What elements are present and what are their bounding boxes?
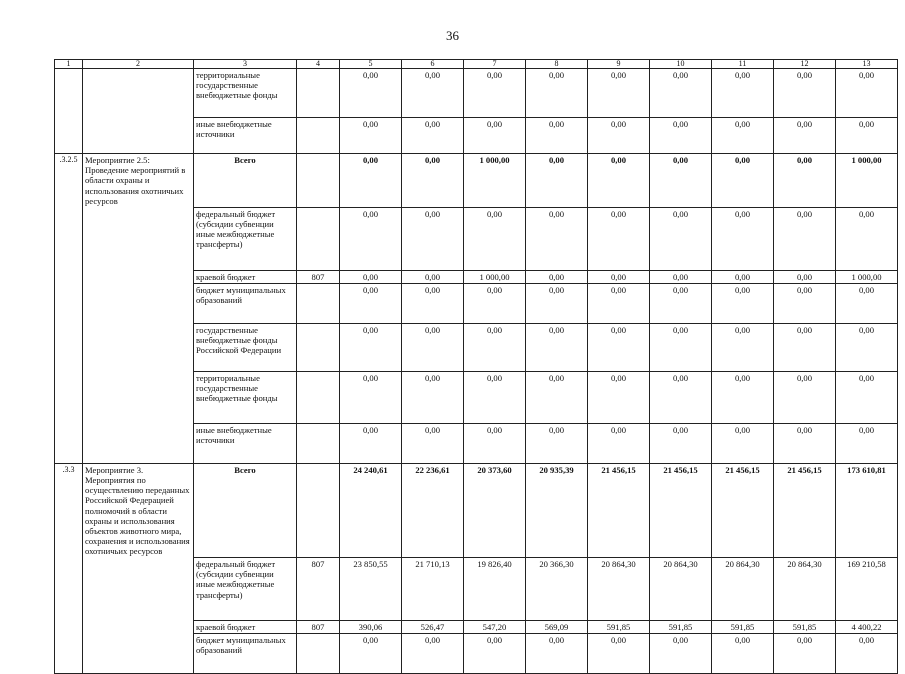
table-row — [55, 118, 898, 154]
value-cell: 0,00 — [712, 207, 774, 270]
value-cell: 0,00 — [526, 283, 588, 323]
funding-source-cell: федеральный бюджет (субсидии субвенции иные межбюджетные трансферты) — [194, 207, 297, 270]
value-cell: 0,00 — [340, 118, 402, 154]
value-cell: 4 400,22 — [836, 621, 898, 634]
value-cell: 0,00 — [340, 323, 402, 371]
value-cell: 20 864,30 — [650, 558, 712, 621]
value-cell: 0,00 — [464, 371, 526, 423]
column-header: 10 — [650, 60, 712, 69]
value-cell: 0,00 — [650, 283, 712, 323]
measure-id-cell — [55, 283, 83, 323]
value-cell: 0,00 — [712, 323, 774, 371]
value-cell: 0,00 — [588, 323, 650, 371]
value-cell: 0,00 — [402, 371, 464, 423]
value-cell: 0,00 — [774, 634, 836, 674]
value-cell: 0,00 — [588, 371, 650, 423]
value-cell: 0,00 — [774, 423, 836, 463]
value-cell: 0,00 — [340, 270, 402, 283]
value-cell: 0,00 — [712, 634, 774, 674]
funding-source-cell: Всего — [194, 154, 297, 208]
value-cell: 0,00 — [712, 283, 774, 323]
column-header: 7 — [464, 60, 526, 69]
value-cell: 0,00 — [774, 283, 836, 323]
value-cell: 0,00 — [650, 323, 712, 371]
funding-source-cell: государственные внебюджетные фонды Российской Федерации — [194, 323, 297, 371]
value-cell: 21 456,15 — [712, 463, 774, 557]
funding-source-cell: территориальные государственные внебюджетные фонды — [194, 69, 297, 118]
measure-id-cell — [55, 69, 83, 118]
value-cell: 169 210,58 — [836, 558, 898, 621]
value-cell: 0,00 — [650, 207, 712, 270]
budget-table — [54, 59, 898, 674]
value-cell: 0,00 — [588, 270, 650, 283]
value-cell: 0,00 — [836, 118, 898, 154]
value-cell: 20 864,30 — [774, 558, 836, 621]
value-cell: 0,00 — [526, 69, 588, 118]
budget-code-cell — [297, 154, 340, 208]
value-cell: 0,00 — [588, 118, 650, 154]
value-cell: 0,00 — [836, 283, 898, 323]
value-cell: 0,00 — [340, 207, 402, 270]
value-cell: 0,00 — [340, 69, 402, 118]
value-cell: 0,00 — [774, 323, 836, 371]
measure-name-cell — [83, 270, 194, 283]
value-cell: 0,00 — [464, 69, 526, 118]
table-row — [55, 154, 898, 208]
table-row — [55, 283, 898, 323]
value-cell: 0,00 — [650, 154, 712, 208]
measure-id-cell — [55, 423, 83, 463]
budget-code-cell: 807 — [297, 621, 340, 634]
funding-source-cell: федеральный бюджет (субсидии субвенции иные межбюджетные трансферты) — [194, 558, 297, 621]
value-cell: 0,00 — [402, 634, 464, 674]
value-cell: 21 456,15 — [774, 463, 836, 557]
column-header: 1 — [55, 60, 83, 69]
value-cell: 0,00 — [526, 270, 588, 283]
value-cell: 0,00 — [402, 283, 464, 323]
column-header: 8 — [526, 60, 588, 69]
budget-code-cell — [297, 283, 340, 323]
funding-source-cell: краевой бюджет — [194, 270, 297, 283]
value-cell: 591,85 — [588, 621, 650, 634]
value-cell: 0,00 — [836, 69, 898, 118]
table-row — [55, 371, 898, 423]
value-cell: 0,00 — [650, 634, 712, 674]
value-cell: 591,85 — [650, 621, 712, 634]
value-cell: 20 373,60 — [464, 463, 526, 557]
measure-name-cell — [83, 207, 194, 270]
value-cell: 0,00 — [526, 207, 588, 270]
measure-name-cell — [83, 323, 194, 371]
budget-code-cell — [297, 69, 340, 118]
column-header: 3 — [194, 60, 297, 69]
measure-name-cell: Мероприятие 3. Мероприятия по осуществлению переданных Российской Федерацией полномочий в области охраны и использования объектов животного мира, сохранения и использования охотничьих ресурсов — [83, 463, 194, 557]
budget-code-cell: 807 — [297, 558, 340, 621]
value-cell: 0,00 — [588, 69, 650, 118]
value-cell: 0,00 — [774, 69, 836, 118]
value-cell: 0,00 — [402, 270, 464, 283]
table-row — [55, 69, 898, 118]
budget-code-cell — [297, 118, 340, 154]
measure-id-cell — [55, 270, 83, 283]
budget-code-cell — [297, 463, 340, 557]
funding-source-cell: Всего — [194, 463, 297, 557]
value-cell: 0,00 — [650, 118, 712, 154]
funding-source-cell: иные внебюджетные источники — [194, 423, 297, 463]
funding-source-cell: краевой бюджет — [194, 621, 297, 634]
value-cell: 0,00 — [526, 423, 588, 463]
value-cell: 0,00 — [712, 69, 774, 118]
measure-name-cell — [83, 283, 194, 323]
value-cell: 0,00 — [712, 154, 774, 208]
value-cell: 547,20 — [464, 621, 526, 634]
value-cell: 22 236,61 — [402, 463, 464, 557]
value-cell: 0,00 — [340, 154, 402, 208]
value-cell: 0,00 — [836, 423, 898, 463]
measure-name-cell — [83, 558, 194, 621]
value-cell: 20 864,30 — [712, 558, 774, 621]
table-row — [55, 558, 898, 621]
value-cell: 0,00 — [402, 154, 464, 208]
value-cell: 0,00 — [588, 207, 650, 270]
value-cell: 173 610,81 — [836, 463, 898, 557]
value-cell: 0,00 — [464, 323, 526, 371]
value-cell: 0,00 — [650, 423, 712, 463]
value-cell: 0,00 — [650, 371, 712, 423]
funding-source-cell: бюджет муниципальных образований — [194, 283, 297, 323]
budget-code-cell — [297, 207, 340, 270]
column-header: 5 — [340, 60, 402, 69]
measure-id-cell — [55, 558, 83, 621]
measure-id-cell — [55, 207, 83, 270]
value-cell: 0,00 — [836, 634, 898, 674]
funding-source-cell: иные внебюджетные источники — [194, 118, 297, 154]
table-row — [55, 207, 898, 270]
value-cell: 20 935,39 — [526, 463, 588, 557]
table-row — [55, 423, 898, 463]
table-header-row — [55, 60, 898, 69]
column-header: 2 — [83, 60, 194, 69]
value-cell: 0,00 — [774, 207, 836, 270]
table-row — [55, 621, 898, 634]
value-cell: 1 000,00 — [464, 154, 526, 208]
value-cell: 526,47 — [402, 621, 464, 634]
value-cell: 0,00 — [712, 371, 774, 423]
value-cell: 0,00 — [712, 423, 774, 463]
value-cell: 0,00 — [464, 283, 526, 323]
value-cell: 0,00 — [650, 69, 712, 118]
value-cell: 0,00 — [340, 283, 402, 323]
value-cell: 569,09 — [526, 621, 588, 634]
value-cell: 1 000,00 — [464, 270, 526, 283]
value-cell: 0,00 — [526, 118, 588, 154]
value-cell: 23 850,55 — [340, 558, 402, 621]
measure-name-cell — [83, 69, 194, 118]
value-cell: 0,00 — [402, 207, 464, 270]
measure-id-cell — [55, 323, 83, 371]
value-cell: 20 864,30 — [588, 558, 650, 621]
value-cell: 0,00 — [650, 270, 712, 283]
value-cell: 20 366,30 — [526, 558, 588, 621]
value-cell: 591,85 — [774, 621, 836, 634]
column-header: 4 — [297, 60, 340, 69]
value-cell: 0,00 — [836, 323, 898, 371]
value-cell: 0,00 — [774, 371, 836, 423]
measure-name-cell: Мероприятие 2.5: Проведение мероприятий в области охраны и использования охотничьих ресурсов — [83, 154, 194, 208]
value-cell: 0,00 — [774, 154, 836, 208]
value-cell: 0,00 — [588, 634, 650, 674]
value-cell: 0,00 — [588, 154, 650, 208]
value-cell: 0,00 — [464, 118, 526, 154]
value-cell: 0,00 — [774, 118, 836, 154]
budget-code-cell — [297, 323, 340, 371]
value-cell: 0,00 — [464, 634, 526, 674]
measure-id-cell — [55, 621, 83, 634]
table-row — [55, 270, 898, 283]
value-cell: 0,00 — [402, 423, 464, 463]
value-cell: 0,00 — [526, 371, 588, 423]
value-cell: 1 000,00 — [836, 270, 898, 283]
value-cell: 0,00 — [340, 423, 402, 463]
column-header: 11 — [712, 60, 774, 69]
column-header: 12 — [774, 60, 836, 69]
value-cell: 0,00 — [402, 118, 464, 154]
value-cell: 0,00 — [526, 323, 588, 371]
value-cell: 390,06 — [340, 621, 402, 634]
column-header: 6 — [402, 60, 464, 69]
value-cell: 591,85 — [712, 621, 774, 634]
measure-name-cell — [83, 371, 194, 423]
value-cell: 0,00 — [588, 423, 650, 463]
value-cell: 21 710,13 — [402, 558, 464, 621]
funding-source-cell: бюджет муниципальных образований — [194, 634, 297, 674]
value-cell: 0,00 — [526, 634, 588, 674]
value-cell: 0,00 — [340, 371, 402, 423]
measure-id-cell — [55, 371, 83, 423]
table-row — [55, 463, 898, 557]
budget-code-cell — [297, 371, 340, 423]
page-number: 36 — [446, 28, 459, 43]
value-cell: 0,00 — [402, 323, 464, 371]
measure-id-cell: 3.3. — [55, 463, 83, 557]
measure-id-cell — [55, 118, 83, 154]
column-header: 13 — [836, 60, 898, 69]
value-cell: 1 000,00 — [836, 154, 898, 208]
measure-name-cell — [83, 423, 194, 463]
value-cell: 0,00 — [588, 283, 650, 323]
value-cell: 0,00 — [340, 634, 402, 674]
value-cell: 21 456,15 — [588, 463, 650, 557]
value-cell: 19 826,40 — [464, 558, 526, 621]
measure-name-cell — [83, 621, 194, 634]
measure-name-cell — [83, 118, 194, 154]
value-cell: 0,00 — [402, 69, 464, 118]
funding-source-cell: территориальные государственные внебюджетные фонды — [194, 371, 297, 423]
value-cell: 0,00 — [712, 270, 774, 283]
budget-code-cell — [297, 423, 340, 463]
value-cell: 0,00 — [836, 207, 898, 270]
column-header: 9 — [588, 60, 650, 69]
value-cell: 0,00 — [526, 154, 588, 208]
value-cell: 0,00 — [464, 423, 526, 463]
budget-code-cell: 807 — [297, 270, 340, 283]
value-cell: 0,00 — [464, 207, 526, 270]
value-cell: 0,00 — [774, 270, 836, 283]
value-cell: 0,00 — [836, 371, 898, 423]
table-row — [55, 323, 898, 371]
value-cell: 0,00 — [712, 118, 774, 154]
measure-id-cell: 3.2.5. — [55, 154, 83, 208]
value-cell: 21 456,15 — [650, 463, 712, 557]
value-cell: 24 240,61 — [340, 463, 402, 557]
